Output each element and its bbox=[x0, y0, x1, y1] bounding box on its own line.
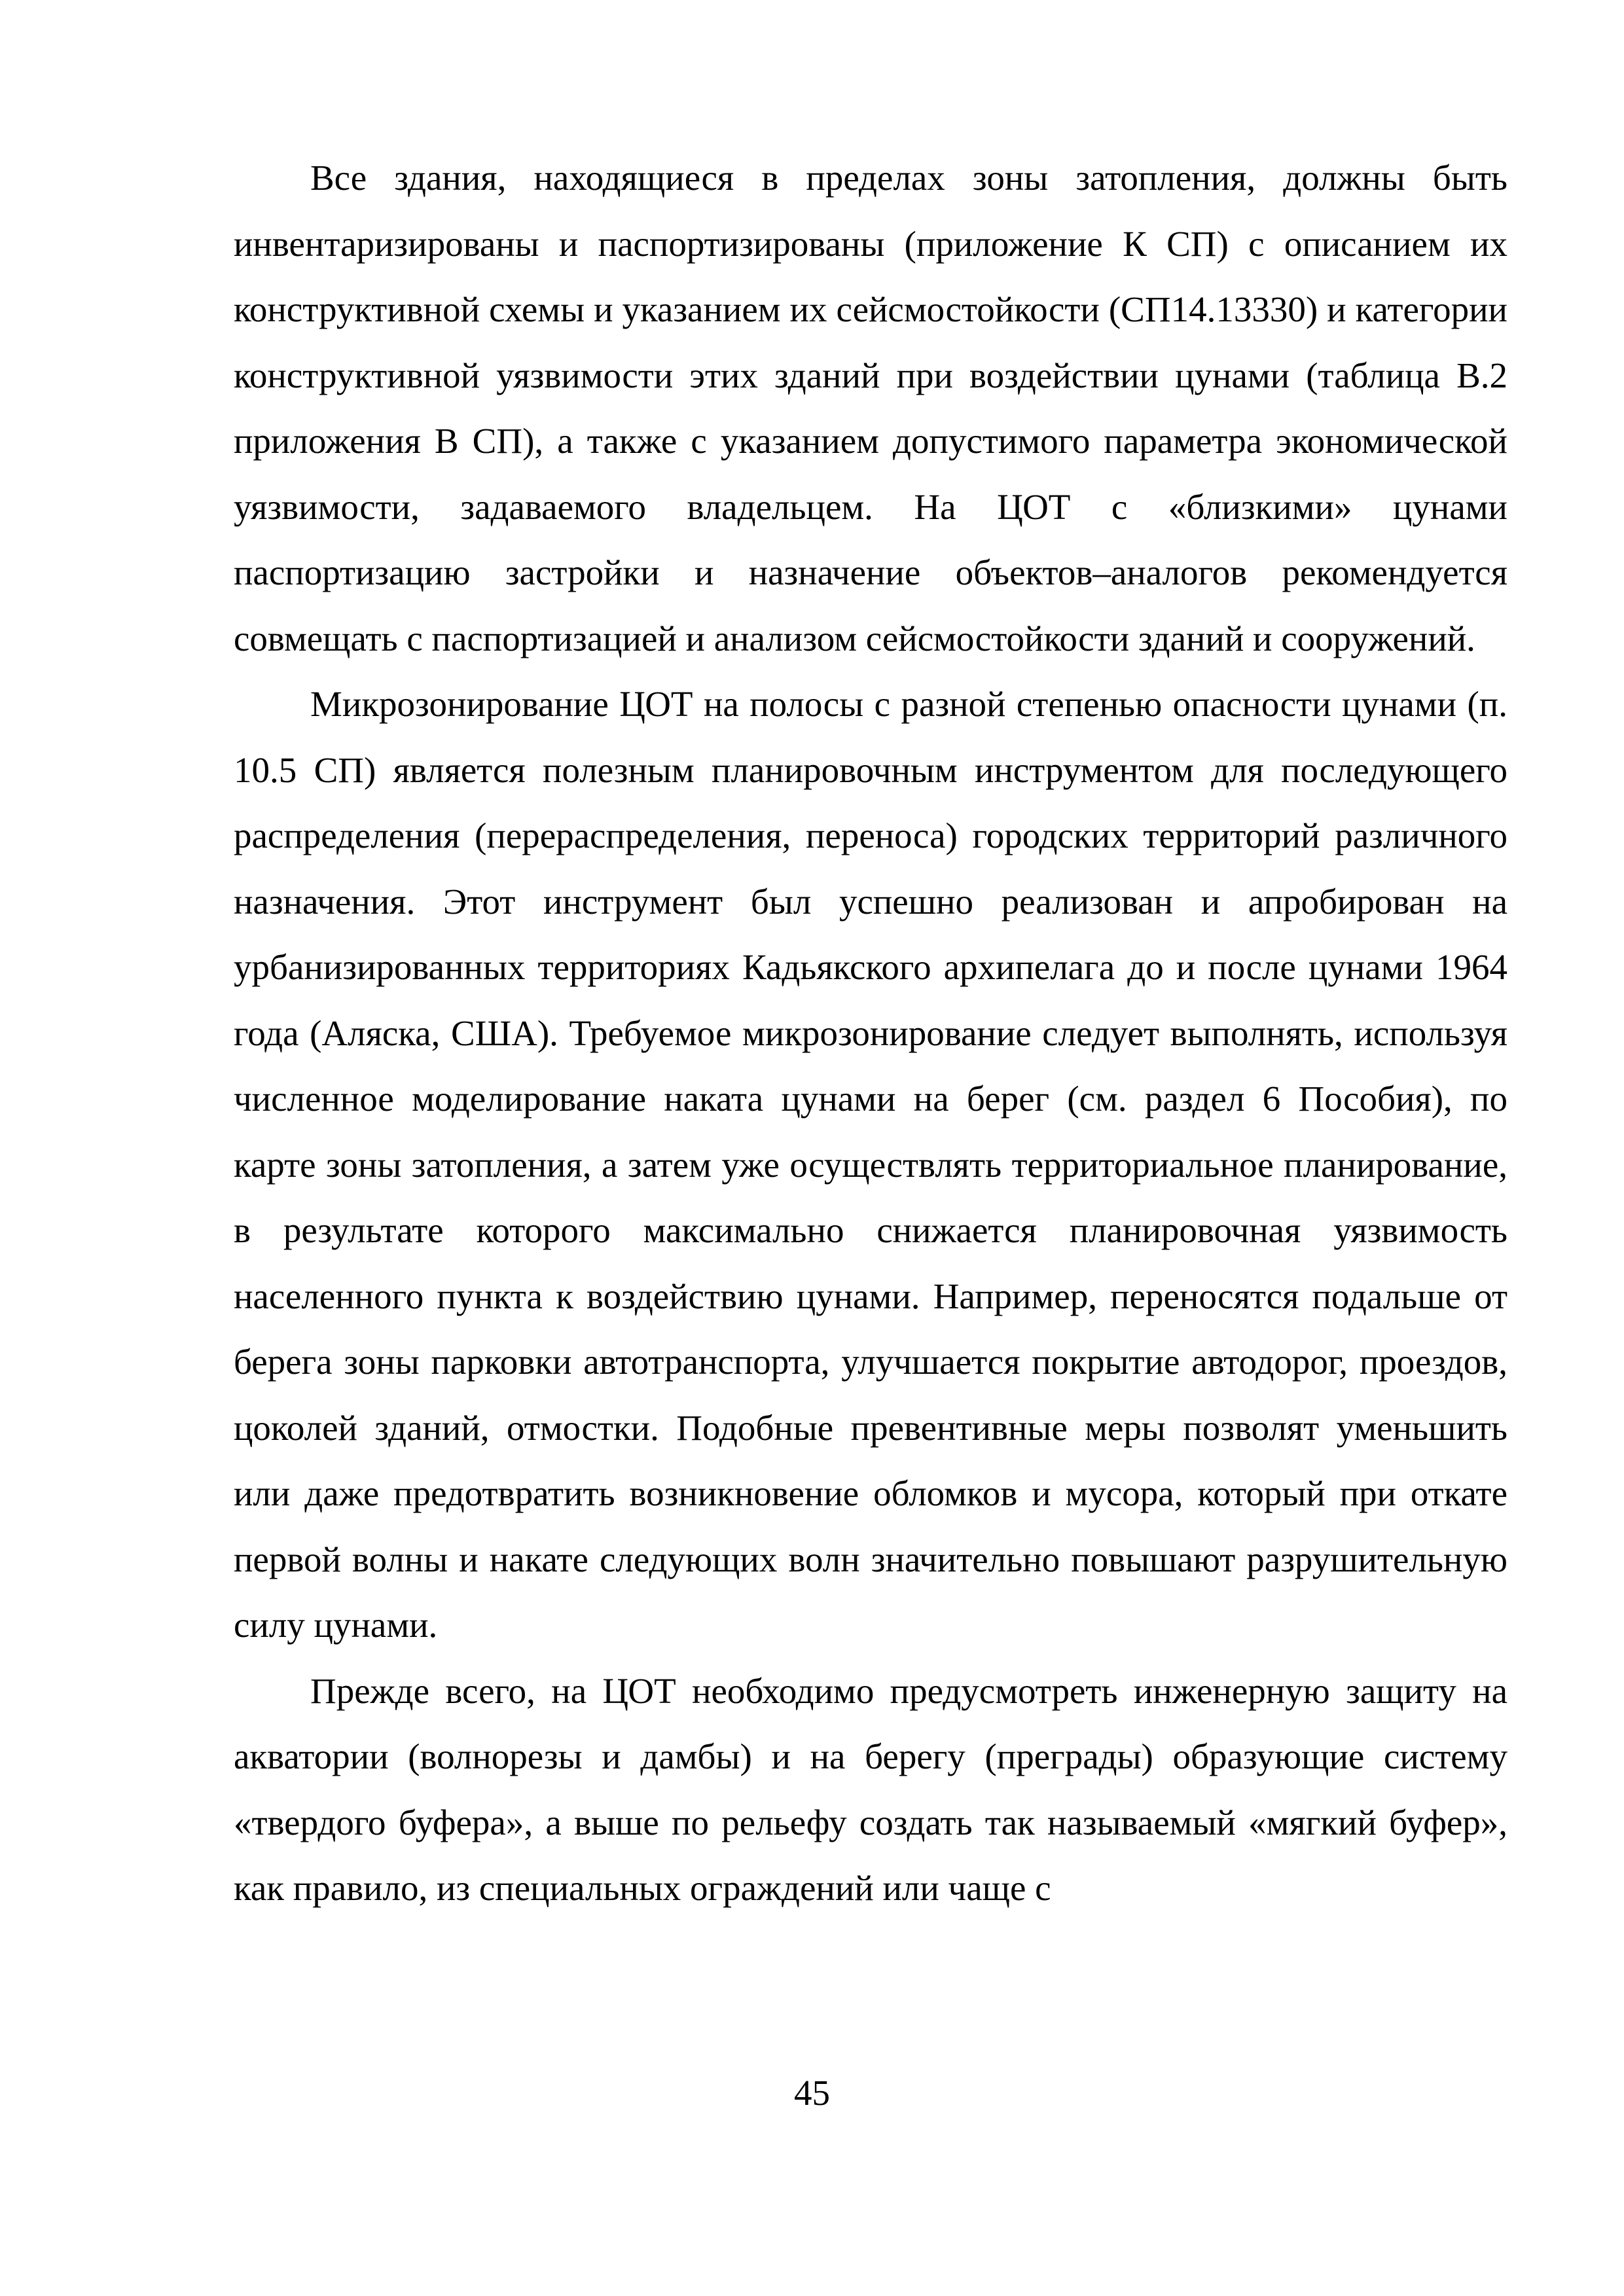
paragraph-engineering-protection: Прежде всего, на ЦОТ необходимо предусмотреть инженерную защиту на акватории (волнорезы и дамбы) и на берегу (преграды) образующие систему «твердого буфера», а выше по рельефу создать так называемый «мягкий буфер», как правило, из специальных ограждений или чаще с bbox=[234, 1670, 1507, 1908]
page-body bbox=[234, 145, 1507, 1922]
paragraph-building-inventory: Все здания, находящиеся в пределах зоны затопления, должны быть инвентаризированы и паспортизированы (приложение К СП) с описанием их конструктивной схемы и указанием их сейсмостойкости (СП14.13330) и категории конструктивной уязвимости этих зданий при воздействии цунами (таблица В.2 приложения В СП), а также с указанием допустимого параметра экономической уязвимости, задаваемого владельцем. На ЦОТ с «близкими» цунами паспортизацию застройки и назначение объектов–аналогов рекомендуется совмещать с паспортизацией и анализом сейсмостойкости зданий и сооружений. bbox=[234, 158, 1507, 658]
page-number: 45 bbox=[794, 2073, 830, 2113]
paragraph-microzoning: Микрозонирование ЦОТ на полосы с разной степенью опасности цунами (п. 10.5 СП) является полезным планировочным инструментом для последующего распределения (перераспределения, переноса) городских территорий различного назначения. Этот инструмент был успешно реализован и апробирован на урбанизированных территориях Кадьякского архипелага до и после цунами 1964 года (Аляска, США). Требуемое микрозонирование следует выполнять, используя численное моделирование наката цунами на берег (см. раздел 6 Пособия), по карте зоны затопления, а затем уже осуществлять территориальное планирование, в результате которого максимально снижается планировочная уязвимость населенного пункта к воздействию цунами. Например, переносятся подальше от берега зоны парковки автотранспорта, улучшается покрытие автодорог, проездов, цоколей зданий, отмостки. Подобные превентивные меры позволят уменьшить или даже предотвратить возникновение обломков и мусора, который при откате первой волны и накате следующих волн значительно повышают разрушительную силу цунами. bbox=[234, 684, 1507, 1645]
